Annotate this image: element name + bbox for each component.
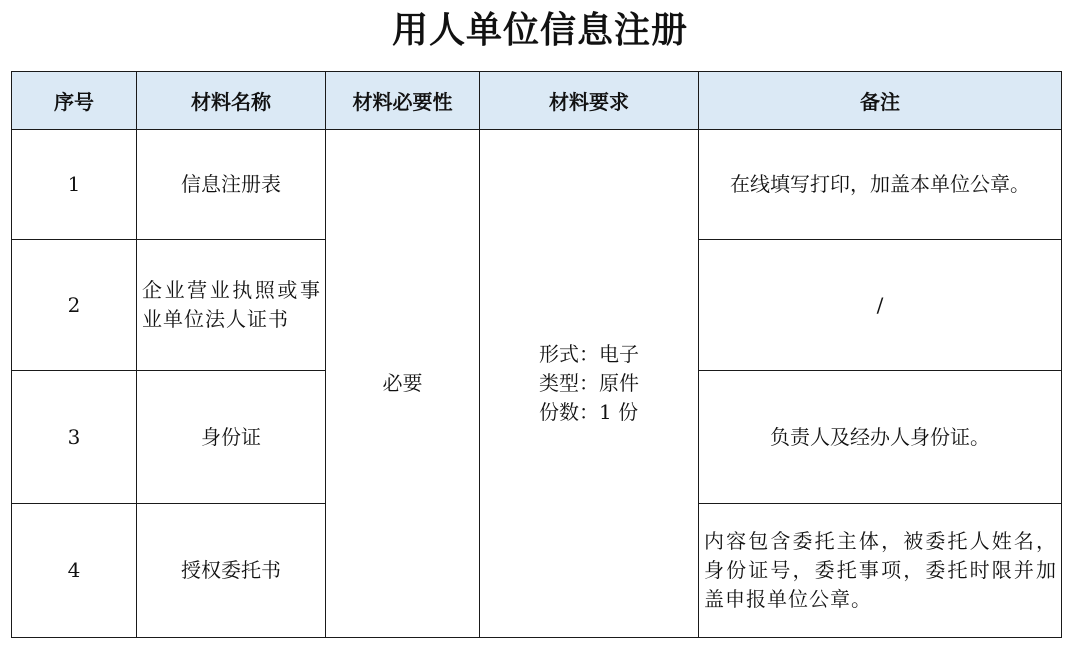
row-remark: 负责人及经办人身份证。 (699, 371, 1062, 504)
row-material-name: 信息注册表 (137, 130, 326, 240)
row-index: 2 (12, 240, 137, 371)
header-requirement: 材料要求 (480, 72, 699, 130)
requirement-list (539, 340, 639, 427)
row-material-name-cell (137, 240, 326, 371)
header-index: 序号 (12, 72, 137, 130)
requirement-cell (480, 130, 699, 638)
row-index: 4 (12, 504, 137, 638)
row-index: 1 (12, 130, 137, 240)
table-header-row (12, 72, 1062, 130)
requirement-type: 类型：原件 (539, 371, 639, 395)
row-remark-cell (699, 504, 1062, 638)
page-title: 用人单位信息注册 (391, 10, 688, 51)
necessity-cell: 必要 (326, 130, 480, 638)
row-index: 3 (12, 371, 137, 504)
header-remark: 备注 (699, 72, 1062, 130)
row-material-name: 企业营业执照或事业单位法人证书 (142, 278, 321, 331)
row-remark: 在线填写打印，加盖本单位公章。 (699, 130, 1062, 240)
header-necessity: 材料必要性 (326, 72, 480, 130)
table-row (12, 130, 1062, 240)
header-name: 材料名称 (137, 72, 326, 130)
row-material-name: 身份证 (137, 371, 326, 504)
row-remark: / (699, 240, 1062, 371)
requirement-form: 形式：电子 (539, 342, 639, 366)
row-remark: 内容包含委托主体，被委托人姓名，身份证号，委托事项，委托时限并加盖申报单位公章。 (704, 529, 1057, 611)
row-material-name: 授权委托书 (137, 504, 326, 638)
materials-table (11, 71, 1062, 638)
requirement-copies: 份数：1 份 (539, 400, 639, 424)
